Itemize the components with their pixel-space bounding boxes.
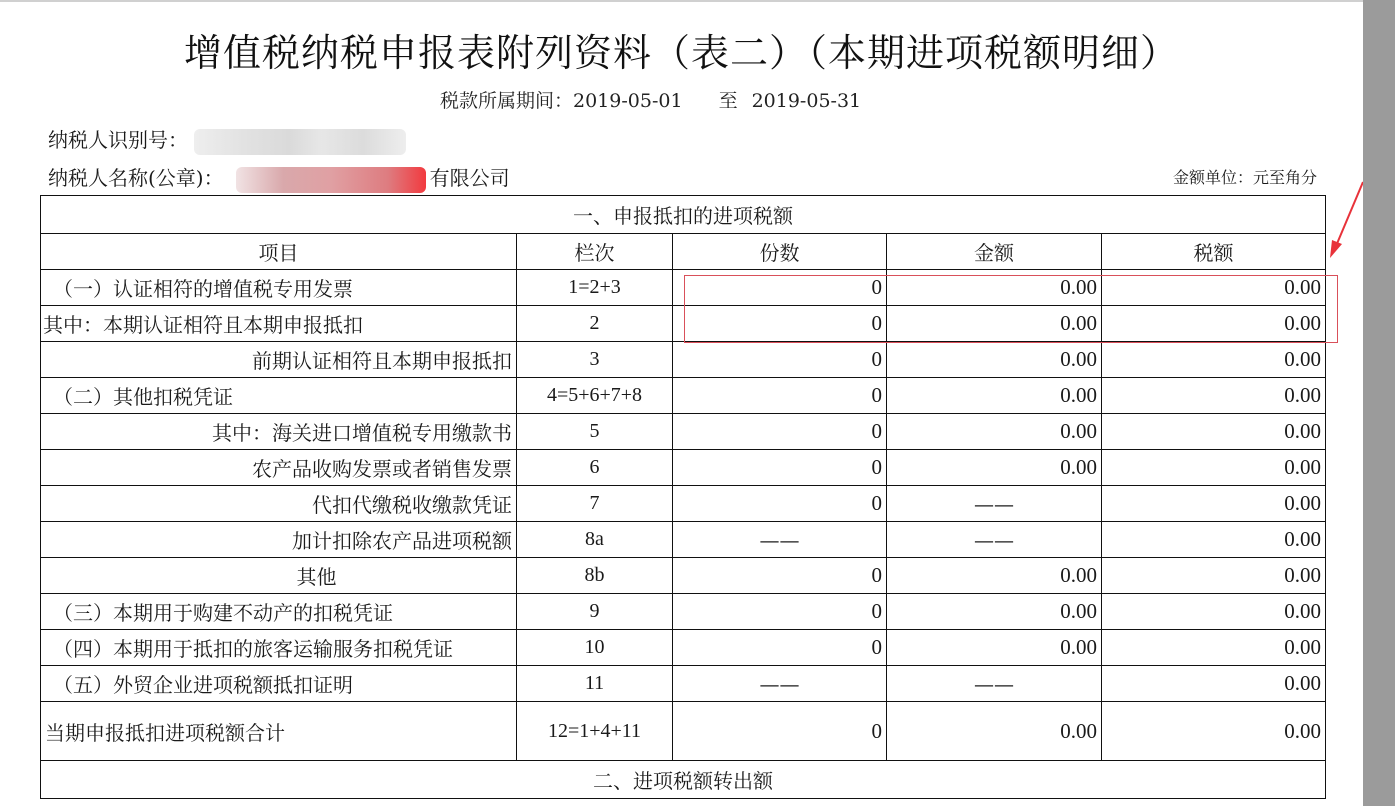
vertical-scrollbar[interactable] — [1363, 0, 1395, 806]
row-tax: 0.00 — [1102, 270, 1326, 306]
row-tax: 0.00 — [1102, 306, 1326, 342]
row-amount: —— — [887, 522, 1102, 558]
table-row — [41, 666, 1326, 702]
taxpayer-name-label: 纳税人名称(公章)： — [48, 166, 224, 190]
row-item: （五）外贸企业进项税额抵扣证明 — [41, 666, 517, 702]
section1-header-row — [41, 196, 1326, 234]
table-row — [41, 306, 1326, 342]
table-row — [41, 630, 1326, 666]
row-count: 0 — [673, 486, 887, 522]
header-line: 栏次 — [517, 234, 673, 270]
row-count: 0 — [673, 342, 887, 378]
header-count: 份数 — [673, 234, 887, 270]
period-to: 至 — [718, 90, 738, 112]
row-amount: 0.00 — [887, 558, 1102, 594]
row-count: 0 — [673, 414, 887, 450]
row-count: —— — [673, 666, 887, 702]
taxpayer-name-suffix: 有限公司 — [429, 166, 510, 190]
row-line: 4=5+6+7+8 — [517, 378, 673, 414]
row-line: 12=1+4+11 — [517, 702, 673, 761]
row-tax: 0.00 — [1102, 414, 1326, 450]
taxpayer-id-label: 纳税人识别号： — [48, 128, 188, 152]
row-count: 0 — [673, 450, 887, 486]
row-line: 5 — [517, 414, 673, 450]
row-item: （二）其他扣税凭证 — [41, 378, 517, 414]
row-line: 11 — [517, 666, 673, 702]
column-header-row — [41, 234, 1326, 270]
table-row — [41, 342, 1326, 378]
row-tax: 0.00 — [1102, 378, 1326, 414]
row-count: 0 — [673, 306, 887, 342]
row-line: 1=2+3 — [517, 270, 673, 306]
table-row — [41, 486, 1326, 522]
row-item: 农产品收购发票或者销售发票 — [41, 450, 517, 486]
period-label: 税款所属期间： — [440, 90, 574, 112]
row-line: 6 — [517, 450, 673, 486]
row-line: 10 — [517, 630, 673, 666]
input-tax-detail-table — [40, 195, 1326, 799]
row-item: （一）认证相符的增值税专用发票 — [41, 270, 517, 306]
row-count: 0 — [673, 270, 887, 306]
period-end: 2019-05-31 — [751, 90, 862, 112]
table-row — [41, 414, 1326, 450]
annotation-arrow-icon — [1328, 180, 1368, 260]
row-tax: 0.00 — [1102, 486, 1326, 522]
section2-title: 二、进项税额转出额 — [41, 761, 1326, 799]
row-tax: 0.00 — [1102, 594, 1326, 630]
row-amount: 0.00 — [887, 414, 1102, 450]
row-line: 3 — [517, 342, 673, 378]
table-row — [41, 522, 1326, 558]
row-item: 代扣代缴税收缴款凭证 — [41, 486, 517, 522]
row-tax: 0.00 — [1102, 666, 1326, 702]
row-item: 加计扣除农产品进项税额 — [41, 522, 517, 558]
tax-period — [440, 86, 861, 113]
table-row-total — [41, 702, 1326, 761]
table-row — [41, 450, 1326, 486]
redacted-taxpayer-id — [194, 129, 406, 155]
row-amount: —— — [887, 486, 1102, 522]
row-line: 7 — [517, 486, 673, 522]
row-line: 2 — [517, 306, 673, 342]
row-amount: 0.00 — [887, 594, 1102, 630]
row-item: 其他 — [41, 558, 517, 594]
row-amount: 0.00 — [887, 702, 1102, 761]
row-count: 0 — [673, 558, 887, 594]
row-line: 9 — [517, 594, 673, 630]
row-amount: 0.00 — [887, 630, 1102, 666]
period-start: 2019-05-01 — [573, 90, 683, 112]
amount-unit-label: 金额单位：元至角分 — [1172, 168, 1317, 187]
section2-header-row — [41, 761, 1326, 799]
row-count: 0 — [673, 594, 887, 630]
header-amount: 金额 — [887, 234, 1102, 270]
row-item: 其中：本期认证相符且本期申报抵扣 — [41, 306, 517, 342]
table-row — [41, 558, 1326, 594]
row-tax: 0.00 — [1102, 630, 1326, 666]
row-count: —— — [673, 522, 887, 558]
redacted-taxpayer-name — [236, 167, 426, 193]
header-tax: 税额 — [1102, 234, 1326, 270]
row-item: （四）本期用于抵扣的旅客运输服务扣税凭证 — [41, 630, 517, 666]
section1-title: 一、申报抵扣的进项税额 — [41, 196, 1326, 234]
top-border — [0, 0, 1363, 3]
row-line: 8b — [517, 558, 673, 594]
row-item: 当期申报抵扣进项税额合计 — [41, 702, 517, 761]
row-count: 0 — [673, 702, 887, 761]
row-amount: 0.00 — [887, 306, 1102, 342]
row-item: 前期认证相符且本期申报抵扣 — [41, 342, 517, 378]
row-amount: 0.00 — [887, 450, 1102, 486]
row-tax: 0.00 — [1102, 450, 1326, 486]
taxpayer-name-row — [48, 162, 510, 193]
row-item: （三）本期用于购建不动产的扣税凭证 — [41, 594, 517, 630]
row-amount: 0.00 — [887, 342, 1102, 378]
row-tax: 0.00 — [1102, 702, 1326, 761]
table-row — [41, 378, 1326, 414]
row-amount: 0.00 — [887, 270, 1102, 306]
taxpayer-id-row — [48, 124, 406, 155]
header-item: 项目 — [41, 234, 517, 270]
page-title: 增值税纳税申报表附列资料（表二）（本期进项税额明细） — [183, 31, 1179, 75]
row-amount: —— — [887, 666, 1102, 702]
row-count: 0 — [673, 630, 887, 666]
row-count: 0 — [673, 378, 887, 414]
row-item: 其中：海关进口增值税专用缴款书 — [41, 414, 517, 450]
row-tax: 0.00 — [1102, 522, 1326, 558]
table-row — [41, 594, 1326, 630]
row-line: 8a — [517, 522, 673, 558]
row-tax: 0.00 — [1102, 558, 1326, 594]
row-amount: 0.00 — [887, 378, 1102, 414]
row-tax: 0.00 — [1102, 342, 1326, 378]
table-row — [41, 270, 1326, 306]
